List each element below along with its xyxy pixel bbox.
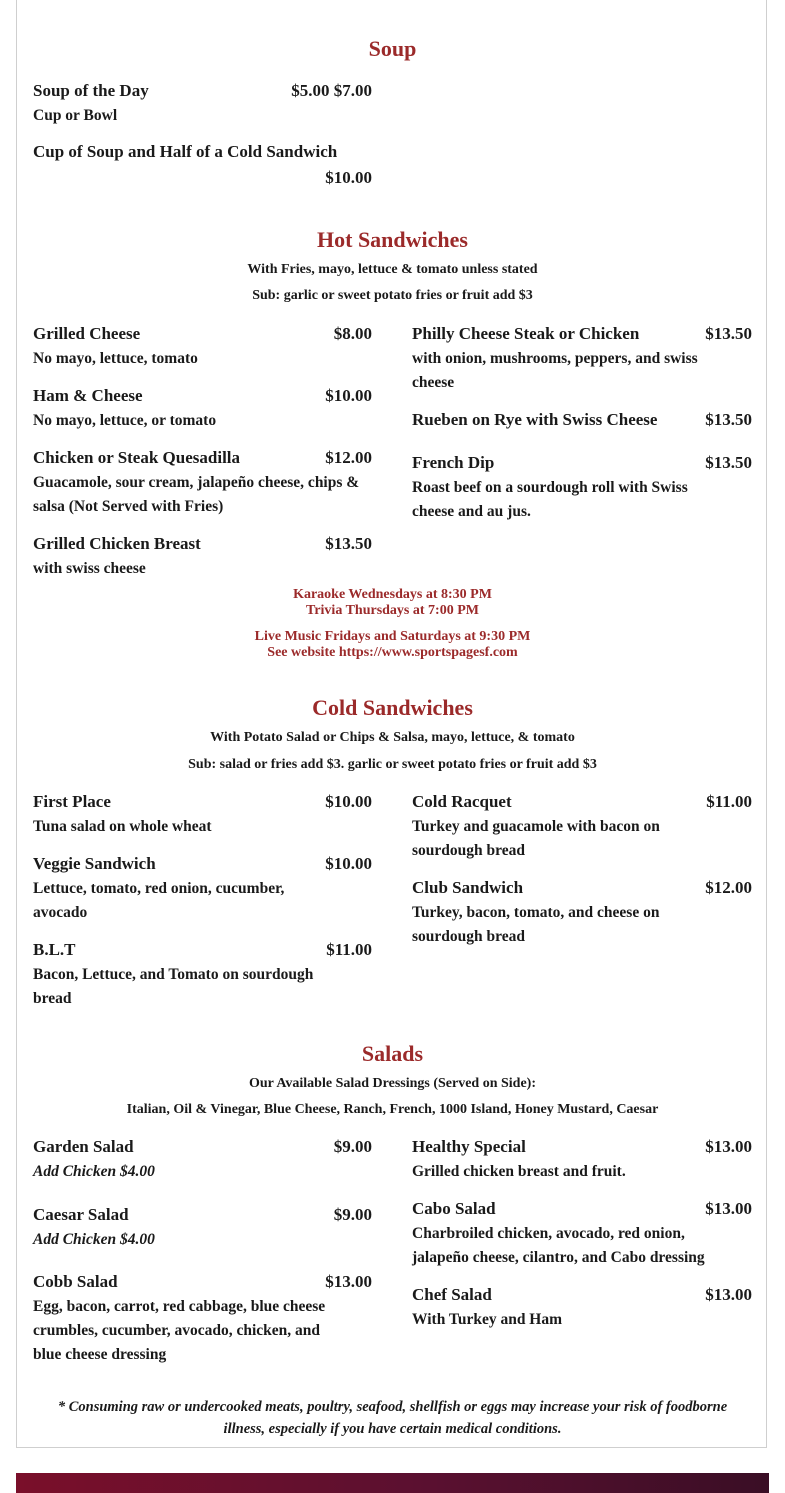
item-desc: Grilled chicken breast and fruit. [412, 1163, 626, 1180]
item-price: $10.00 [325, 386, 372, 405]
item-desc: Lettuce, tomato, red onion, cucumber, avocado [33, 880, 285, 921]
item-desc: Add Chicken $4.00 [33, 1163, 155, 1180]
item-price: $11.00 [326, 940, 372, 959]
item-name: Chef Salad [412, 1285, 492, 1304]
item-price: $13.00 [705, 1199, 752, 1218]
item-name: Cabo Salad [412, 1199, 496, 1218]
item-desc: Bacon, Lettuce, and Tomato on sourdough bread [33, 966, 314, 1007]
footer-bar [16, 1473, 769, 1493]
item-price: $13.50 [325, 534, 372, 553]
item-name: Veggie Sandwich [33, 854, 156, 873]
item-name: Cold Racquet [412, 792, 512, 811]
event-website-link[interactable]: See website https://www.sportspagesf.com [267, 645, 518, 660]
item-desc: Turkey, bacon, tomato, and cheese on sourdough bread [412, 904, 660, 945]
section-subtitle: Our Available Salad Dressings (Served on Side): [248, 1076, 537, 1091]
item-desc: Guacamole, sour cream, jalapeño cheese, chips & salsa (Not Served with Fries) [33, 474, 360, 515]
item-desc: with onion, mushrooms, peppers, and swiss cheese [412, 350, 698, 391]
section-title-cold-sandwiches: Cold Sandwiches [312, 695, 473, 720]
event-line: Trivia Thursdays at 7:00 PM [306, 603, 479, 618]
item-price: $9.00 [333, 1137, 372, 1156]
item-name: Cup of Soup and Half of a Cold Sandwich [33, 142, 338, 161]
event-line: Live Music Fridays and Saturdays at 9:30 PM [254, 629, 531, 644]
section-title-salads: Salads [361, 1041, 424, 1066]
item-name: Chicken or Steak Quesadilla [33, 448, 241, 467]
item-price: $8.00 [333, 324, 372, 343]
item-name: Ham & Cheese [33, 386, 143, 405]
item-desc: With Turkey and Ham [412, 1311, 563, 1328]
item-price: $10.00 [325, 792, 372, 811]
item-price: $13.00 [705, 1285, 752, 1304]
item-desc: No mayo, lettuce, or tomato [33, 412, 217, 429]
item-name: Club Sandwich [412, 878, 524, 897]
item-name: Cobb Salad [33, 1272, 118, 1291]
section-title-hot-sandwiches: Hot Sandwiches [317, 227, 468, 252]
item-price: $9.00 [333, 1205, 372, 1224]
item-price: $10.00 [325, 854, 372, 873]
item-desc: Egg, bacon, carrot, red cabbage, blue cheese crumbles, cucumber, avocado, chicken, and blue cheese dressing [33, 1298, 326, 1363]
item-desc: No mayo, lettuce, tomato [33, 350, 198, 367]
item-desc: Tuna salad on whole wheat [33, 818, 212, 835]
item-desc: Add Chicken $4.00 [33, 1231, 155, 1248]
item-price: $13.00 [325, 1272, 372, 1291]
item-price: $13.50 [705, 453, 752, 472]
item-name: Grilled Chicken Breast [33, 534, 201, 553]
item-name: Philly Cheese Steak or Chicken [412, 324, 640, 343]
item-price: $13.50 [705, 324, 752, 343]
food-safety-disclaimer: * Consuming raw or undercooked meats, poultry, seafood, shellfish or eggs may increase your risk of foodborne illness, especially if you have certain medical conditions. [57, 1399, 728, 1437]
item-name: Soup of the Day [33, 81, 149, 100]
item-desc: Cup or Bowl [33, 107, 118, 124]
section-subtitle: With Fries, mayo, lettuce & tomato unless stated [247, 262, 538, 277]
item-name: French Dip [412, 453, 495, 472]
item-name: B.L.T [33, 940, 76, 959]
item-price: $12.00 [325, 448, 372, 467]
item-name: Healthy Special [412, 1137, 526, 1156]
section-subtitle: Italian, Oil & Vinegar, Blue Cheese, Ranch, French, 1000 Island, Honey Mustard, Caesar [126, 1102, 659, 1117]
item-price: $13.50 [705, 410, 752, 429]
item-name: Rueben on Rye with Swiss Cheese [412, 410, 658, 429]
section-subtitle: Sub: garlic or sweet potato fries or fruit add $3 [252, 288, 533, 303]
item-desc: Turkey and guacamole with bacon on sourdough bread [412, 818, 660, 859]
section-subtitle: With Potato Salad or Chips & Salsa, mayo, lettuce, & tomato [210, 730, 575, 745]
item-name: Grilled Cheese [33, 324, 141, 343]
item-price: $12.00 [705, 878, 752, 897]
section-title-soup: Soup [368, 36, 417, 61]
item-desc: with swiss cheese [33, 560, 146, 577]
item-price: $11.00 [706, 792, 752, 811]
section-subtitle: Sub: salad or fries add $3. garlic or sweet potato fries or fruit add $3 [188, 757, 597, 772]
item-name: Garden Salad [33, 1137, 134, 1156]
item-name: First Place [33, 792, 111, 811]
item-price: $10.00 [325, 168, 372, 187]
event-line: Karaoke Wednesdays at 8:30 PM [293, 587, 492, 602]
item-desc: Charbroiled chicken, avocado, red onion, jalapeño cheese, cilantro, and Cabo dressing [412, 1225, 705, 1266]
item-desc: Roast beef on a sourdough roll with Swiss cheese and au jus. [412, 479, 688, 520]
item-price: $13.00 [705, 1137, 752, 1156]
item-price: $5.00 $7.00 [291, 81, 372, 100]
item-name: Caesar Salad [33, 1205, 129, 1224]
